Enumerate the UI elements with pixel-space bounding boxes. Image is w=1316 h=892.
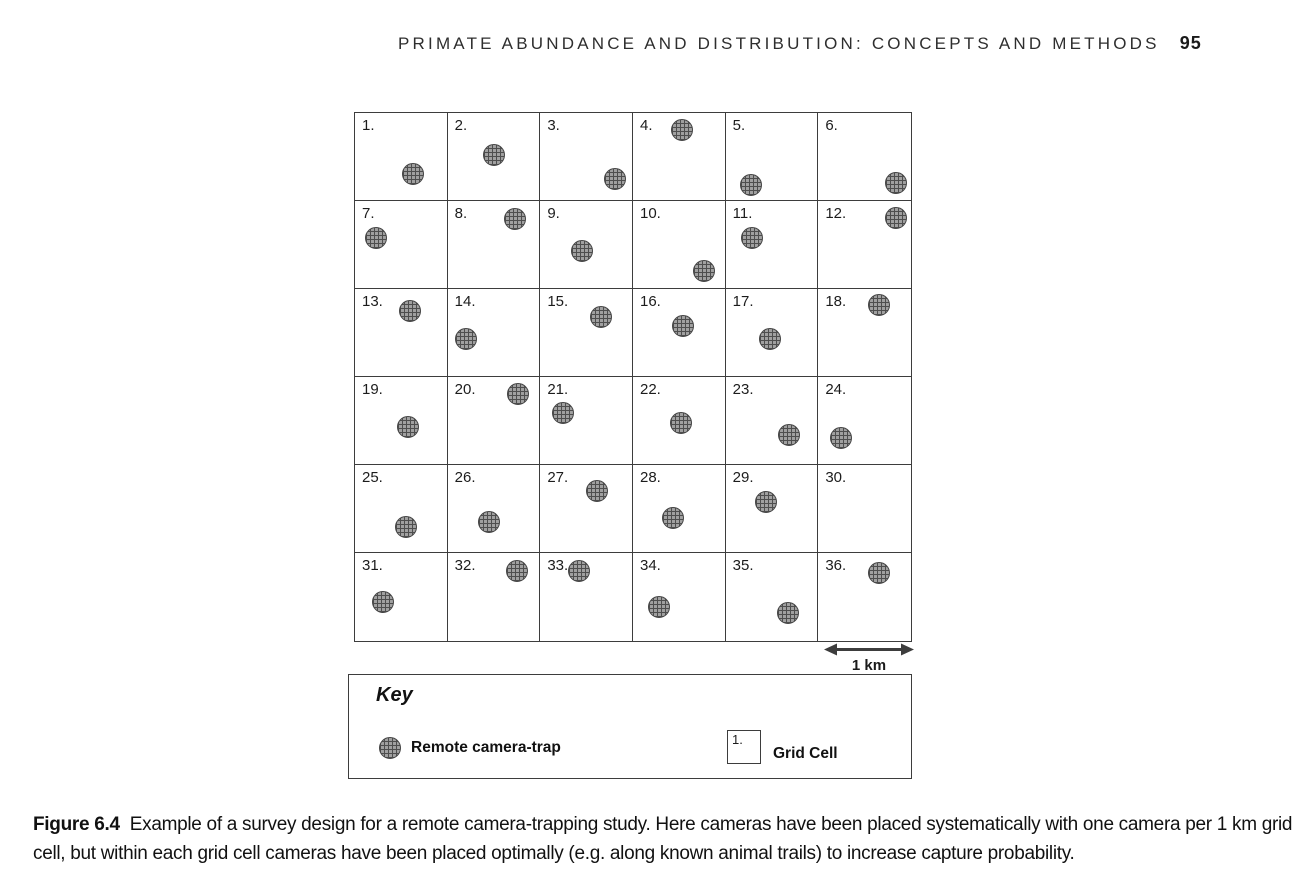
grid-cell-5: [726, 113, 819, 201]
grid-cell-number: 1.: [362, 117, 375, 134]
grid-cell-10: [633, 201, 726, 289]
camera-trap-dot: [830, 427, 852, 449]
grid-cell-35: [726, 553, 819, 641]
figure-caption-label: Figure 6.4: [33, 814, 120, 835]
grid-cell-23: [726, 377, 819, 465]
grid-cell-6: [818, 113, 911, 201]
camera-trap-dot: [399, 300, 421, 322]
grid-cell-29: [726, 465, 819, 553]
grid-cell-1: [355, 113, 448, 201]
grid-cell-7: [355, 201, 448, 289]
grid-cell-17: [726, 289, 819, 377]
camera-trap-dot: [670, 412, 692, 434]
camera-trap-dot: [483, 144, 505, 166]
grid-cell-30: [818, 465, 911, 553]
grid-cell-number: 2.: [454, 117, 468, 134]
grid-cell-25: [355, 465, 448, 553]
grid-cell-number: 15.: [547, 293, 569, 310]
camera-trap-dot: [671, 119, 693, 141]
grid-cell-number: 8.: [454, 205, 468, 222]
grid-cell-number: 30.: [825, 469, 847, 486]
grid-cell-24: [818, 377, 911, 465]
camera-trap-dot: [662, 507, 684, 529]
scale-bar: [824, 642, 914, 674]
camera-trap-dot: [478, 511, 500, 533]
grid-cell-36: [818, 553, 911, 641]
grid-cell-number: 20.: [454, 381, 476, 398]
key-entry-camera: [379, 737, 561, 759]
grid-cell-sample: [727, 730, 761, 764]
grid-cell-number: 12.: [825, 205, 847, 222]
camera-trap-dot: [507, 383, 529, 405]
grid-cell-13: [355, 289, 448, 377]
grid-cell-12: [818, 201, 911, 289]
figure-caption-text: Example of a survey design for a remote camera-trapping study. Here cameras have been placed systematically with one camera per 1 km grid cell, but within each grid cell cameras have been placed optimally (e.g. along known animal trails) to increase capture probability.: [33, 814, 1293, 864]
grid-cell-number: 32.: [454, 557, 476, 574]
grid-cell-8: [448, 201, 541, 289]
camera-trap-dot: [504, 208, 526, 230]
camera-trap-dot: [372, 591, 394, 613]
grid-cell-number: 21.: [547, 381, 569, 398]
grid-cell-19: [355, 377, 448, 465]
camera-trap-dot: [693, 260, 715, 282]
grid-cell-number: 24.: [825, 381, 847, 398]
grid-cell-number: 19.: [362, 381, 383, 398]
grid-cell-3: [540, 113, 633, 201]
key-title: Key: [376, 684, 413, 706]
grid-cell-number: 27.: [547, 469, 569, 486]
key-entry-grid-cell: [727, 730, 838, 764]
camera-trap-dot: [672, 315, 694, 337]
key-box: [348, 674, 912, 779]
grid-cell-16: [633, 289, 726, 377]
camera-trap-dot: [395, 516, 417, 538]
camera-trap-icon: [379, 737, 401, 759]
camera-trap-dot: [648, 596, 670, 618]
camera-trap-dot: [397, 416, 419, 438]
grid-cell-number: 11.: [732, 205, 753, 222]
camera-trap-dot: [740, 174, 762, 196]
camera-trap-dot: [755, 491, 777, 513]
grid-cell-21: [540, 377, 633, 465]
key-camera-label: Remote camera-trap: [411, 739, 561, 756]
camera-trap-dot: [885, 172, 907, 194]
grid-cell-11: [726, 201, 819, 289]
grid-cell-number: 5.: [732, 117, 746, 134]
scale-label: 1 km: [851, 657, 887, 674]
grid-cell-22: [633, 377, 726, 465]
grid-cell-number: 28.: [639, 469, 661, 486]
grid-cell-number: 36.: [825, 557, 847, 574]
grid-cell-number: 3.: [547, 117, 560, 134]
grid-cell-34: [633, 553, 726, 641]
grid-cell-4: [633, 113, 726, 201]
camera-trap-dot: [365, 227, 387, 249]
grid-cell-32: [448, 553, 541, 641]
grid-cell-number: 16.: [639, 293, 661, 310]
camera-trap-dot: [868, 562, 890, 584]
grid-cell-20: [448, 377, 541, 465]
key-grid-cell-label: Grid Cell: [773, 745, 838, 762]
camera-trap-dot: [778, 424, 800, 446]
scale-arrow-icon: [824, 642, 914, 657]
figure-caption: [33, 810, 1297, 868]
camera-trap-dot: [604, 168, 626, 190]
grid-cell-number: 29.: [732, 469, 754, 486]
grid-cell-number: 23.: [732, 381, 754, 398]
camera-trap-dot: [402, 163, 424, 185]
grid-cell-26: [448, 465, 541, 553]
grid-cell-number: 17.: [732, 293, 754, 310]
grid-cell-number: 9.: [547, 205, 560, 222]
grid-cell-number: 26.: [454, 469, 476, 486]
grid-cell-number: 4.: [639, 117, 653, 134]
grid-cell-2: [448, 113, 541, 201]
grid-cell-number: 18.: [825, 293, 847, 310]
running-head-title: PRIMATE ABUNDANCE AND DISTRIBUTION: CONCEPTS AND METHODS: [398, 34, 1160, 53]
grid-cell-number: 34.: [639, 557, 661, 574]
running-head: [398, 33, 1202, 54]
grid-cell-31: [355, 553, 448, 641]
camera-trap-dot: [777, 602, 799, 624]
camera-trap-dot: [759, 328, 781, 350]
camera-trap-dot: [571, 240, 593, 262]
grid-cell-28: [633, 465, 726, 553]
grid-cell-number: 6.: [825, 117, 838, 134]
camera-trap-dot: [506, 560, 528, 582]
page-number: 95: [1179, 33, 1202, 53]
grid-cell-number: 14.: [454, 293, 476, 310]
grid-cell-27: [540, 465, 633, 553]
grid-cell-number: 13.: [362, 293, 383, 310]
camera-trap-dot: [455, 328, 477, 350]
camera-trap-dot: [568, 560, 590, 582]
grid-cell-15: [540, 289, 633, 377]
grid-cell-number: 35.: [732, 557, 754, 574]
grid-cell-number: 22.: [639, 381, 661, 398]
grid-cell-number: 25.: [362, 469, 383, 486]
camera-trap-dot: [590, 306, 612, 328]
grid-cell-14: [448, 289, 541, 377]
grid-cell-number: 31.: [362, 557, 383, 574]
grid-cell-sample-number: 1.: [732, 732, 743, 747]
camera-trap-dot: [868, 294, 890, 316]
grid-cell-number: 33.: [547, 557, 569, 574]
grid-cell-33: [540, 553, 633, 641]
camera-trap-dot: [741, 227, 763, 249]
camera-trap-dot: [885, 207, 907, 229]
grid-cell-number: 7.: [362, 205, 375, 222]
camera-trap-dot: [586, 480, 608, 502]
grid-cell-18: [818, 289, 911, 377]
grid: [354, 112, 912, 642]
camera-trap-dot: [552, 402, 574, 424]
grid-cell-number: 10.: [639, 205, 661, 222]
grid-cell-9: [540, 201, 633, 289]
